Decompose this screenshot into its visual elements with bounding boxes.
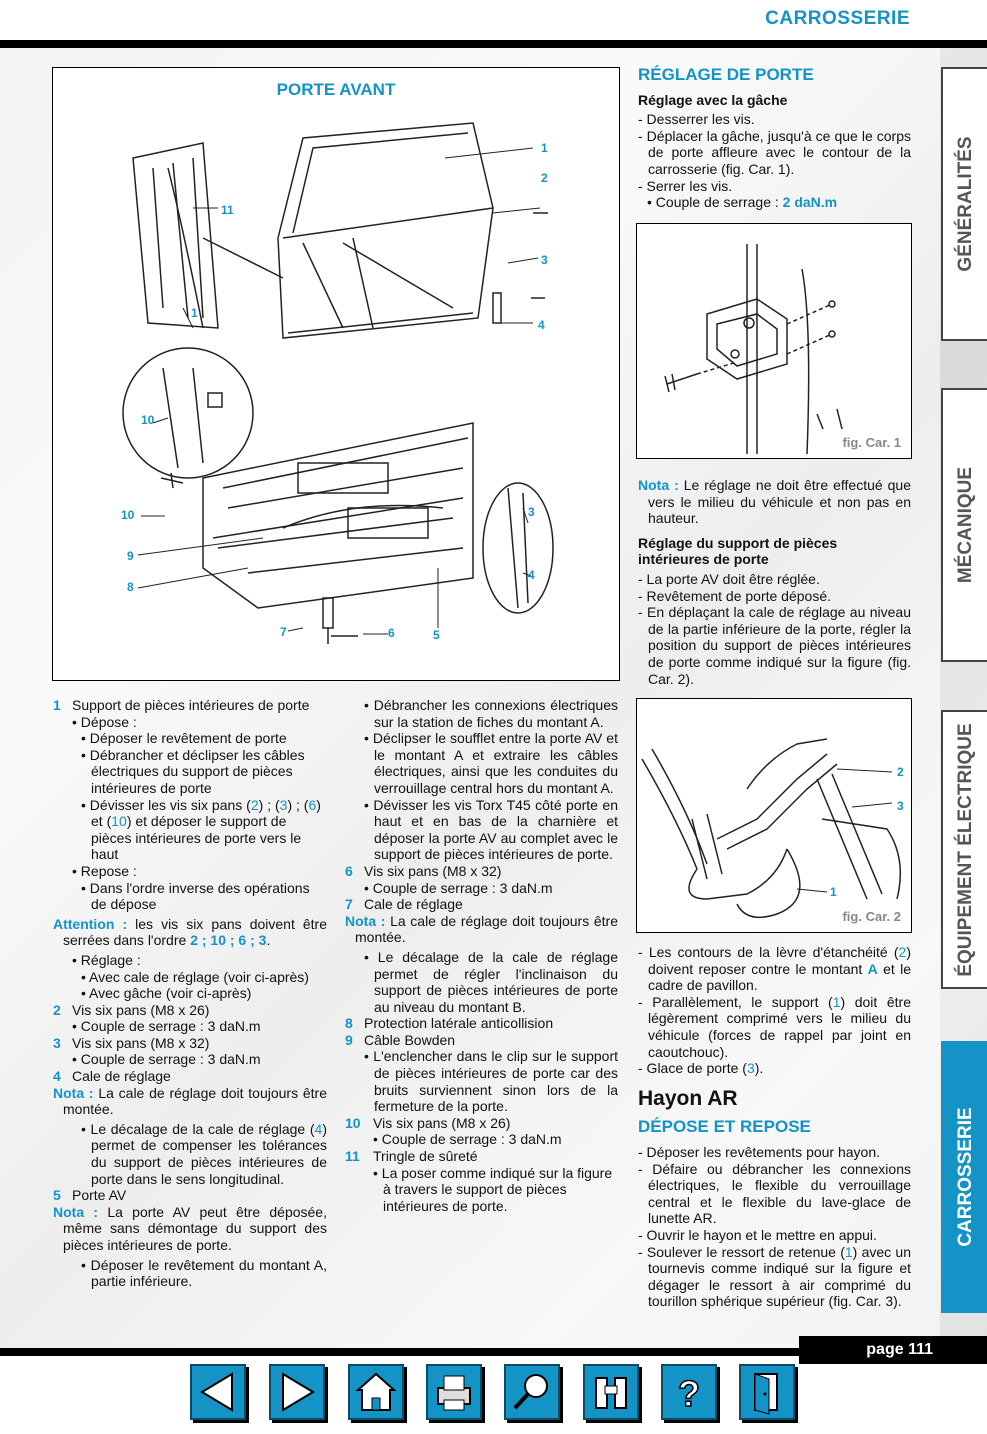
- item-2-torque: • Couple de serrage : 3 daN.m: [72, 1018, 261, 1035]
- item-6-torque: • Couple de serrage : 3 daN.m: [364, 879, 553, 896]
- column-3-bottom: [638, 944, 911, 1310]
- step-s3: - Serrer les vis.: [638, 177, 733, 194]
- step-u1: - Les contours de la lèvre d'étanchéité (2) doivent reposer contre le montant A et le cadre de pavillon.: [638, 944, 911, 994]
- column-3: [638, 67, 911, 211]
- callout-5: 5: [433, 628, 440, 642]
- callout-8: 8: [127, 580, 134, 594]
- heading-depose-repose: DÉPOSE ET REPOSE: [638, 1117, 811, 1137]
- callout-3: 3: [541, 253, 548, 267]
- tab-generalites[interactable]: GÉNÉRALITÉS: [941, 67, 987, 341]
- callout-10: 10: [141, 413, 155, 427]
- nota-col3: Nota : Le réglage ne doit être effectué que vers le milieu du véhicule et non pas en hauteur.: [638, 477, 911, 527]
- step-b2: • Déclipser le soufflet entre la porte AV et le montant A et extraire les câbles électriques, ainsi que les conduites du verrouillage central hors du montant A.: [364, 730, 618, 796]
- callout-4b: 4: [528, 568, 535, 582]
- step-t2: - Revêtement de porte déposé.: [638, 587, 832, 604]
- step-b3: • Dévisser les vis Torx T45 côté porte en haut et en bas de la charnière et déposer la porte AV au complet avec le support de pièces intérieures de porte.: [364, 796, 618, 863]
- nota-2: Nota : La porte AV peut être déposée, même sans démontage du support des pièces intérieures de porte.: [53, 1203, 327, 1253]
- heading-reglage-porte: RÉGLAGE DE PORTE: [638, 65, 814, 84]
- repose-step-1: • Dans l'ordre inverse des opérations de dépose: [81, 879, 310, 913]
- item-4: 4 Cale de réglage: [53, 1068, 171, 1085]
- item-5: 5 Porte AV: [53, 1187, 127, 1204]
- tab-equipement-electrique[interactable]: ÉQUIPEMENT ÉLECTRIQUE: [941, 710, 987, 989]
- previous-page-icon: [192, 1366, 244, 1418]
- step-s4: • Couple de serrage : 2 daN.m: [647, 194, 838, 211]
- depose-step-1: • Déposer le revêtement de porte: [81, 730, 287, 747]
- depose-step-2: • Débrancher et déclipser les câbles électriques du support de pièces intérieures de porte: [81, 746, 305, 796]
- item-6: 6 Vis six pans (M8 x 32): [345, 862, 502, 879]
- next-page-icon: [271, 1366, 323, 1418]
- nota-1-detail: • Le décalage de la cale de réglage (4) permet de compenser les tolérances du support de pièces intérieures de porte dans le sens longitudinal.: [81, 1120, 327, 1187]
- nota-2-detail: • Déposer le revêtement du montant A, partie inférieure.: [81, 1256, 327, 1290]
- binoculars-button[interactable]: [583, 1364, 639, 1420]
- home-icon: [350, 1366, 402, 1418]
- item-7: 7 Cale de réglage: [345, 896, 463, 913]
- step-s2: - Déplacer la gâche, jusqu'à ce que le corps de porte affleure avec le contour de la carrosserie (fig. Car. 1).: [638, 127, 911, 177]
- tab-carrosserie[interactable]: CARROSSERIE: [941, 1041, 987, 1313]
- callout-2: 2: [541, 171, 548, 185]
- depose-label: • Dépose :: [72, 713, 137, 730]
- callout-10b: 10: [121, 508, 135, 522]
- help-icon: [663, 1366, 715, 1418]
- home-button[interactable]: [348, 1364, 404, 1420]
- item-9: 9 Câble Bowden: [345, 1031, 456, 1048]
- search-icon: [506, 1366, 558, 1418]
- item-3: 3 Vis six pans (M8 x 32): [53, 1034, 210, 1051]
- column-2: [345, 697, 618, 1214]
- step-s1: - Desserrer les vis.: [638, 111, 755, 128]
- print-icon: [428, 1366, 480, 1418]
- repose-label: • Repose :: [72, 862, 137, 879]
- binoculars-icon: [585, 1366, 637, 1418]
- step-u3: - Glace de porte (3).: [638, 1060, 764, 1077]
- door-diagram: [53, 68, 619, 680]
- reglage-label: • Réglage :: [72, 951, 141, 968]
- step-u2: - Parallèlement, le support (1) doit être légèrement comprimé vers le milieu du véhicule (forces de rappel par joint en caoutchouc).: [638, 993, 912, 1060]
- depose-step-3: • Dévisser les vis six pans (2) ; (3) ; (6) et (10) et déposer le support de pièces intérieures de porte vers le haut: [81, 796, 321, 863]
- help-button[interactable]: [661, 1364, 717, 1420]
- previous-page-button[interactable]: [190, 1364, 246, 1420]
- reglage-step-1: • Avec cale de réglage (voir ci-après): [81, 968, 309, 985]
- nota-col2: Nota : La cale de réglage doit toujours être montée.: [345, 912, 618, 946]
- next-page-button[interactable]: [269, 1364, 325, 1420]
- step-v2: - Défaire ou débrancher les connexions électriques, le flexible du verrouillage central et le flexible du lave-glace de lunette AR.: [638, 1160, 911, 1227]
- item-2: 2 Vis six pans (M8 x 26): [53, 1001, 210, 1018]
- step-t3: - En déplaçant la cale de réglage au niveau de la partie inférieure de la porte, régler la position du support de pièces intérieures de porte comme indiqué sur la figure (fig. Car. 2).: [638, 604, 911, 687]
- item-10: 10 Vis six pans (M8 x 26): [345, 1114, 511, 1131]
- step-t1: - La porte AV doit être réglée.: [638, 570, 820, 587]
- section-header: CARROSSERIE: [765, 8, 910, 29]
- step-v4: - Soulever le ressort de retenue (1) avec un tournevis comme indiqué sur la figure et dégager le ressort à air comprimé du tourillon sphérique supérieur (fig. Car. 3).: [638, 1243, 911, 1310]
- callout-6: 6: [388, 626, 395, 640]
- callout-1b: 1: [191, 306, 198, 320]
- step-v3: - Ouvrir le hayon et le mettre en appui.: [638, 1226, 877, 1243]
- tab-mecanique[interactable]: MÉCANIQUE: [941, 388, 987, 662]
- figure-car-1-caption: fig. Car. 1: [842, 435, 901, 450]
- figure-car-2-caption: fig. Car. 2: [842, 909, 901, 924]
- striker-diagram: [637, 224, 911, 458]
- fig2-callout-2: 2: [897, 765, 904, 779]
- reglage-step-2: • Avec gâche (voir ci-après): [81, 985, 252, 1002]
- item-8: 8 Protection latérale anticollision: [345, 1015, 554, 1032]
- search-button[interactable]: [504, 1364, 560, 1420]
- print-button[interactable]: [426, 1364, 482, 1420]
- nota-col2-detail: • Le décalage de la cale de réglage permet de régler l'inclinaison du support de pièces intérieures de porte au niveau du montant B.: [364, 948, 618, 1015]
- nota-1: Nota : La cale de réglage doit toujours être montée.: [53, 1084, 327, 1118]
- figure-car-1: [636, 223, 912, 459]
- step-b1: • Débrancher les connexions électriques sur la station de fiches du montant A.: [364, 697, 618, 730]
- figure-title: PORTE AVANT: [276, 80, 396, 99]
- page-number: page 111: [799, 1336, 987, 1364]
- fig2-callout-1: 1: [830, 885, 837, 899]
- seal-diagram: [637, 699, 911, 932]
- item-9-detail: • L'enclencher dans le clip sur le support de pièces intérieures de porte car des bruits surviennent sinon lors de la fermeture de la porte.: [364, 1048, 618, 1115]
- column-3-mid: [638, 477, 911, 687]
- top-divider: [0, 40, 987, 48]
- callout-11: 11: [221, 203, 234, 217]
- figure-porte-avant: [52, 67, 620, 681]
- svg-text:?: ?: [678, 1373, 700, 1414]
- callout-1: 1: [541, 141, 548, 155]
- fig2-callout-3: 3: [897, 799, 904, 813]
- item-11: 11 Tringle de sûreté: [345, 1148, 478, 1165]
- subheading-support: Réglage du support de pièces intérieures de porte: [638, 534, 838, 568]
- column-1: [53, 697, 327, 1290]
- callout-9: 9: [127, 549, 134, 563]
- subheading-gache: Réglage avec la gâche: [638, 91, 788, 108]
- item-1: 1 Support de pièces intérieures de porte: [53, 697, 310, 713]
- attention-note: Attention : les vis six pans doivent être serrées dans l'ordre 2 ; 10 ; 6 ; 3.: [53, 915, 327, 949]
- item-11-detail: • La poser comme indiqué sur la figure à travers le support de pièces intérieures de porte.: [373, 1164, 613, 1214]
- exit-button[interactable]: [739, 1364, 795, 1420]
- figure-car-2: [636, 698, 912, 933]
- heading-hayon: Hayon AR: [638, 1086, 738, 1110]
- item-10-torque: • Couple de serrage : 3 daN.m: [373, 1131, 562, 1148]
- item-3-torque: • Couple de serrage : 3 daN.m: [72, 1051, 261, 1068]
- callout-3b: 3: [528, 505, 535, 519]
- callout-7: 7: [280, 625, 287, 639]
- callout-4: 4: [538, 318, 545, 332]
- step-v1: - Déposer les revêtements pour hayon.: [638, 1143, 881, 1160]
- exit-icon: [741, 1366, 793, 1418]
